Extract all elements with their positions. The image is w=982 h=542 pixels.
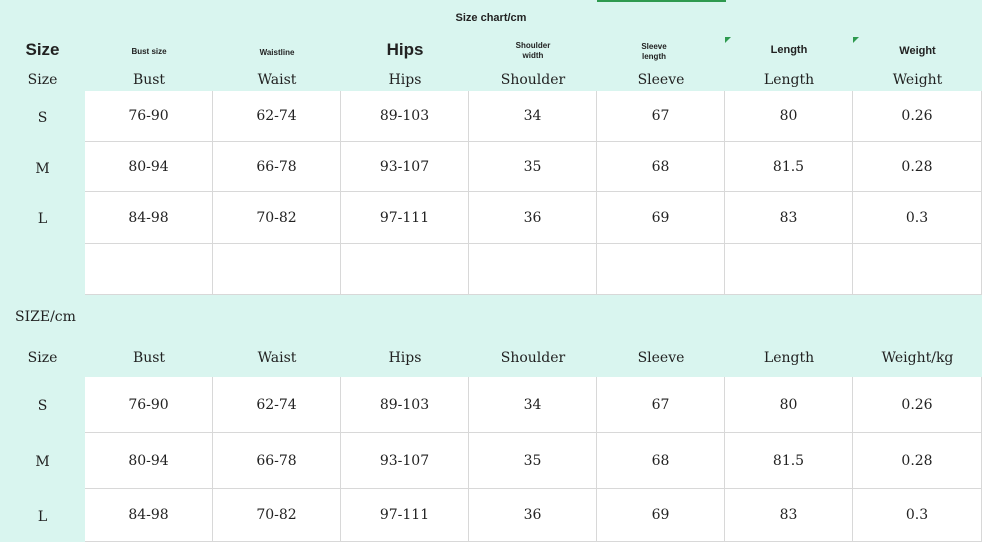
table-cell: 84-98: [85, 489, 213, 542]
table-cell: 0.28: [853, 433, 982, 489]
column-header: Bust: [132, 72, 166, 88]
table2-grid: [85, 377, 982, 542]
empty-cell: [469, 244, 597, 295]
table-cell: 35: [469, 142, 597, 192]
table-cell: 89-103: [341, 377, 469, 433]
table-cell: 81.5: [725, 433, 853, 489]
table-cell: 67: [597, 377, 725, 433]
column-header: Weight/kg: [881, 350, 954, 366]
header-shoulder-en: [469, 41, 597, 61]
column-header: Waist: [257, 350, 297, 366]
size-label: L: [37, 211, 48, 227]
column-header: Length: [763, 72, 815, 88]
column-header: Bust: [132, 350, 166, 366]
table-cell: 83: [725, 489, 853, 542]
table1-grid: [85, 91, 982, 295]
empty-cell: [725, 244, 853, 295]
header-bust-en: Bust size: [131, 47, 167, 56]
top-accent-bar: [597, 0, 726, 2]
table-cell: 70-82: [213, 489, 341, 542]
size-label: M: [35, 453, 50, 470]
table-cell: 68: [597, 433, 725, 489]
column-header: Hips: [388, 72, 422, 88]
header-shoulder-line2: width: [522, 51, 544, 60]
column-header: Weight: [892, 72, 943, 88]
table-cell: 97-111: [341, 489, 469, 542]
table-cell: 67: [597, 91, 725, 142]
table-cell: 80-94: [85, 142, 213, 192]
size-label: L: [37, 509, 48, 525]
header-waist-en: Waistline: [259, 48, 295, 57]
table-cell: 34: [469, 91, 597, 142]
table-cell: 0.28: [853, 142, 982, 192]
size-label: M: [35, 160, 50, 177]
column-header: Size: [27, 350, 58, 366]
table-cell: 0.26: [853, 377, 982, 433]
cell-marker-icon: [853, 37, 859, 43]
table-cell: 66-78: [213, 433, 341, 489]
table-cell: 34: [469, 377, 597, 433]
column-header: Waist: [257, 72, 297, 88]
table-cell: 80: [725, 91, 853, 142]
table-cell: 70-82: [213, 192, 341, 244]
table-cell: 68: [597, 142, 725, 192]
table-cell: 81.5: [725, 142, 853, 192]
column-header: Shoulder: [500, 350, 566, 366]
table-cell: 0.3: [853, 192, 982, 244]
table-cell: 0.3: [853, 489, 982, 542]
header-size-en: Size: [25, 40, 60, 59]
header-sleeve-en: [597, 42, 711, 62]
table-cell: 93-107: [341, 142, 469, 192]
column-header: Size: [27, 72, 58, 88]
column-header: Sleeve: [637, 350, 685, 366]
header-sleeve-line2: length: [642, 52, 666, 61]
empty-cell: [85, 244, 213, 295]
table-cell: 62-74: [213, 377, 341, 433]
table-cell: 84-98: [85, 192, 213, 244]
header-hips-en: Hips: [386, 40, 424, 59]
size-label: S: [37, 110, 48, 126]
size-label: S: [37, 398, 48, 414]
table-cell: 0.26: [853, 91, 982, 142]
table-cell: 36: [469, 489, 597, 542]
header-length-en: Length: [770, 44, 808, 56]
table-cell: 80: [725, 377, 853, 433]
table-cell: 66-78: [213, 142, 341, 192]
column-header: Hips: [388, 350, 422, 366]
empty-cell: [853, 244, 982, 295]
cell-marker-icon: [725, 37, 731, 43]
table-cell: 69: [597, 192, 725, 244]
table-cell: 89-103: [341, 91, 469, 142]
table-cell: 93-107: [341, 433, 469, 489]
table-cell: 97-111: [341, 192, 469, 244]
table-cell: 80-94: [85, 433, 213, 489]
table-cell: 76-90: [85, 377, 213, 433]
table2-label: SIZE/cm: [15, 309, 76, 325]
header-weight-en: Weight: [899, 45, 936, 57]
table-cell: 36: [469, 192, 597, 244]
column-header: Length: [763, 350, 815, 366]
empty-cell: [213, 244, 341, 295]
table-cell: 62-74: [213, 91, 341, 142]
header-sleeve-line1: Sleeve: [641, 42, 667, 51]
empty-cell: [597, 244, 725, 295]
table-cell: 35: [469, 433, 597, 489]
chart-title: Size chart/cm: [455, 12, 527, 24]
table-cell: 76-90: [85, 91, 213, 142]
column-header: Shoulder: [500, 72, 566, 88]
table-cell: 69: [597, 489, 725, 542]
header-shoulder-line1: Shoulder: [515, 41, 551, 50]
empty-cell: [341, 244, 469, 295]
column-header: Sleeve: [637, 72, 685, 88]
table-cell: 83: [725, 192, 853, 244]
